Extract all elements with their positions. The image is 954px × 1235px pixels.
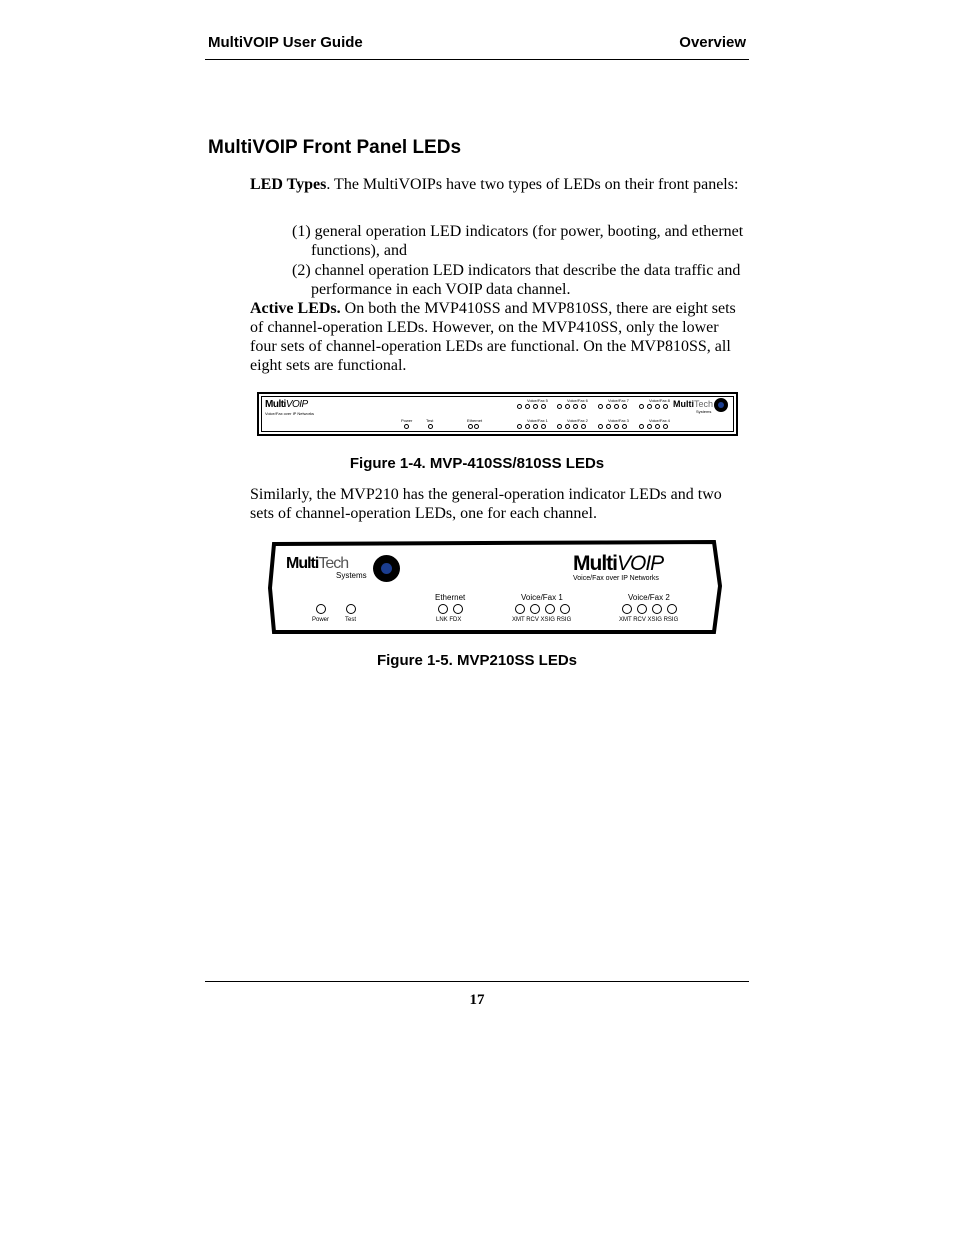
channel-led (541, 424, 546, 429)
channel-led (622, 424, 627, 429)
figure5-caption: Figure 1-5. MVP210SS LEDs (376, 652, 578, 669)
multitech-systems: Systems (696, 409, 712, 414)
running-header-title: MultiVOIP User Guide (208, 34, 363, 51)
channel-led (530, 604, 540, 614)
multitech-brand: MultiTech (673, 399, 714, 409)
channel-led (565, 424, 570, 429)
ethernet-led (438, 604, 448, 614)
channel-led (565, 404, 570, 409)
channel-led (598, 424, 603, 429)
multitech-logo-icon (373, 555, 400, 582)
channel-led (606, 404, 611, 409)
channel-led (614, 404, 619, 409)
power-led (316, 604, 326, 614)
similarly-paragraph: Similarly, the MVP210 has the general-operation indicator LEDs and two sets of channel-operation LEDs, one for each channel. (250, 486, 722, 522)
channel-led (622, 604, 632, 614)
channel-led (525, 404, 530, 409)
logo-subtitle: Voice/Fax over IP Networks (573, 575, 659, 582)
multitech-logo-icon (714, 398, 728, 412)
page-number: 17 (469, 992, 485, 1008)
power-label: Power (401, 418, 413, 423)
channel-led (639, 404, 644, 409)
channel-led (573, 424, 578, 429)
ethernet-sublabels: LNK FDX (436, 617, 462, 623)
active-leds-lead: Active LEDs. (250, 300, 341, 317)
multivoip-logo: MultiVOIP (573, 552, 664, 575)
power-label: Power (312, 617, 330, 623)
figure-mvp210-panel (268, 540, 726, 634)
channel-led (517, 424, 522, 429)
test-label: Test (426, 418, 434, 423)
channel-led (598, 404, 603, 409)
led-types-lead: LED Types (250, 176, 327, 193)
running-header-section: Overview (679, 34, 746, 51)
voice-fax-2-label: Voice/Fax 2 (628, 593, 670, 602)
test-label: Test (345, 617, 357, 623)
channel-led (614, 424, 619, 429)
channel-led (581, 404, 586, 409)
channel-led (573, 404, 578, 409)
channel-led (533, 404, 538, 409)
ethernet-led (468, 424, 473, 429)
channel-led (606, 424, 611, 429)
channel-led (557, 404, 562, 409)
voice-fax-2-sublabels: XMT RCV XSIG RSIG (619, 617, 679, 623)
channel-led (637, 604, 647, 614)
figure-mvp410-panel (257, 392, 738, 436)
channel-led (581, 424, 586, 429)
list-item: (1) general operation LED indicators (for power, booting, and ethernet functions), and (292, 223, 744, 259)
ethernet-led (474, 424, 479, 429)
voice-fax-1-sublabels: XMT RCV XSIG RSIG (512, 617, 572, 623)
led-types-text: . The MultiVOIPs have two types of LEDs on their front panels: (326, 176, 739, 193)
channel-group-label: Voice/Fax 7 (608, 398, 629, 403)
channel-group-label: Voice/Fax 6 (567, 398, 588, 403)
test-led (346, 604, 356, 614)
logo-subtitle: Voice/Fax over IP Networks (265, 411, 315, 416)
header-rule (205, 59, 749, 60)
power-led (404, 424, 409, 429)
list-item: (2) channel operation LED indicators that describe the data traffic and performance in each VOIP data channel. (292, 262, 741, 298)
multitech-brand: MultiTech (286, 555, 349, 572)
ethernet-label: Ethernet (435, 593, 466, 602)
channel-led (545, 604, 555, 614)
channel-led (557, 424, 562, 429)
channel-led (647, 424, 652, 429)
ethernet-led (453, 604, 463, 614)
led-types-paragraph (250, 175, 748, 194)
voice-fax-1-label: Voice/Fax 1 (521, 593, 563, 602)
channel-led (663, 424, 668, 429)
multivoip-logo: MultiVOIP (265, 399, 308, 410)
channel-led (655, 404, 660, 409)
channel-led (541, 404, 546, 409)
channel-led (663, 404, 668, 409)
channel-led (639, 424, 644, 429)
channel-group-label: Voice/Fax 4 (649, 418, 670, 423)
channel-led (533, 424, 538, 429)
channel-led (655, 424, 660, 429)
active-leds-text: On both the MVP410SS and MVP810SS, there are eight sets of channel-operation LEDs. However, on the MVP410SS, only the lower four sets of channel-operation LEDs are functional. On the MVP810SS, all eight sets are functional. (250, 300, 736, 374)
channel-group-label: Voice/Fax 8 (649, 398, 670, 403)
channel-led (560, 604, 570, 614)
multitech-systems: Systems (336, 571, 367, 580)
test-led (428, 424, 433, 429)
channel-led (517, 404, 522, 409)
figure4-caption: Figure 1-4. MVP-410SS/810SS LEDs (349, 455, 605, 472)
section-title: MultiVOIP Front Panel LEDs (208, 137, 462, 158)
ethernet-label: Ethernet (467, 418, 483, 423)
channel-led (652, 604, 662, 614)
channel-led (622, 404, 627, 409)
channel-group-label: Voice/Fax 1 (527, 418, 548, 423)
channel-led (515, 604, 525, 614)
footer-rule (205, 981, 749, 982)
channel-group-label: Voice/Fax 2 (567, 418, 588, 423)
channel-group-label: Voice/Fax 5 (527, 398, 548, 403)
channel-led (667, 604, 677, 614)
active-leds-paragraph (250, 299, 742, 375)
channel-led (525, 424, 530, 429)
channel-led (647, 404, 652, 409)
channel-group-label: Voice/Fax 3 (608, 418, 629, 423)
